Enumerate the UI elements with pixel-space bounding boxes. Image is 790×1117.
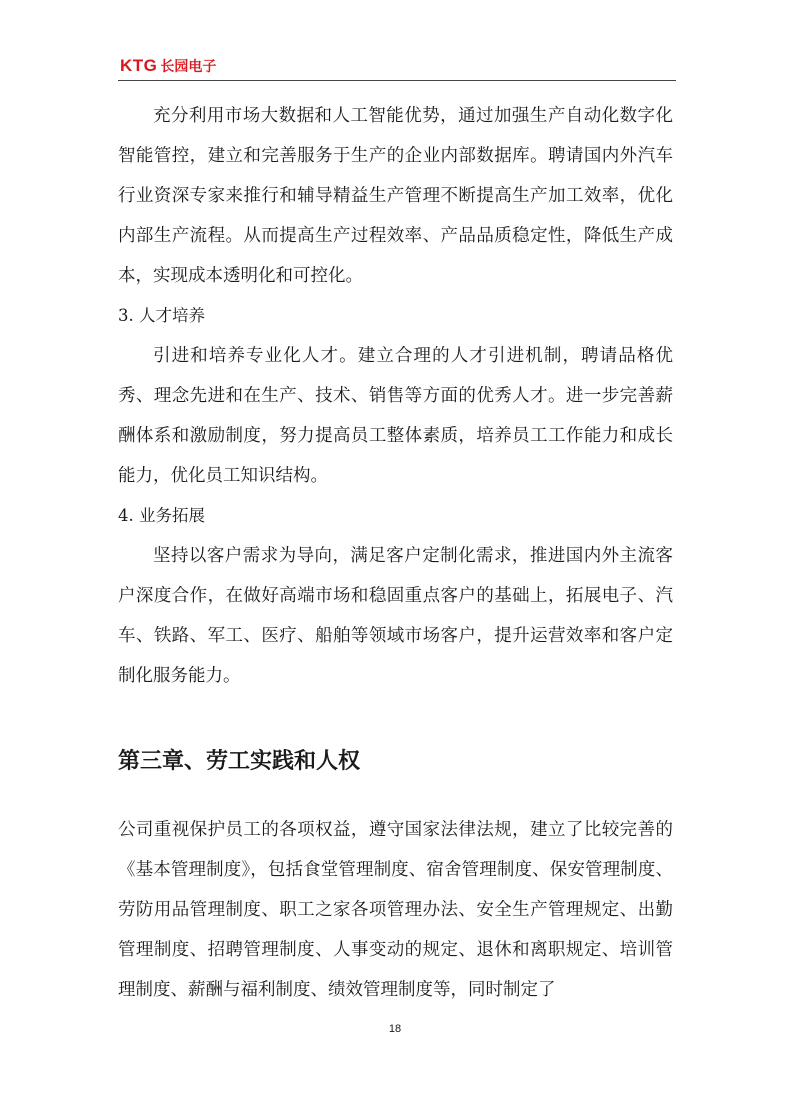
- page-number: 18: [388, 1023, 402, 1035]
- paragraph-talent: 引进和培养专业化人才。建立合理的人才引进机制，聘请品格优秀、理念先进和在生产、技术、销售等方面的优秀人才。进一步完善薪酬体系和激励制度，努力提高员工整体素质，培养员工工作能力和成长能力，优化员工知识结构。: [118, 346, 673, 486]
- logo-chinese: 长园电子: [160, 59, 217, 75]
- section-heading-talent: 3. 人才培养: [118, 306, 205, 325]
- paragraph-labor-rights: 公司重视保护员工的各项权益，遵守国家法律法规，建立了比较完善的《基本管理制度》，包括食堂管理制度、宿舍管理制度、保安管理制度、劳防用品管理制度、职工之家各项管理办法、安全生产管理规定、出勤管理制度、招聘管理制度、人事变动的规定、退休和离职规定、培训管理制度、薪酬与福利制度、绩效管理制度等，同时制定了: [118, 820, 673, 1000]
- logo-latin: KTG: [120, 56, 158, 75]
- page-header: [118, 56, 676, 82]
- section-heading-business: 4. 业务拓展: [118, 506, 205, 525]
- header-divider: [118, 80, 676, 81]
- chapter-title: 第三章、劳工实践和人权: [118, 749, 361, 774]
- company-logo: [120, 56, 216, 76]
- paragraph-business: 坚持以客户需求为导向，满足客户定制化需求，推进国内外主流客户深度合作，在做好高端市场和稳固重点客户的基础上，拓展电子、汽车、铁路、军工、医疗、船舶等领域市场客户，提升运营效率和客户定制化服务能力。: [118, 546, 673, 686]
- paragraph-production: 充分利用市场大数据和人工智能优势，通过加强生产自动化数字化智能管控，建立和完善服务于生产的企业内部数据库。聘请国内外汽车行业资深专家来推行和辅导精益生产管理不断提高生产加工效率，优化内部生产流程。从而提高生产过程效率、产品品质稳定性，降低生产成本，实现成本透明化和可控化。: [118, 106, 673, 286]
- chapter-body: [118, 810, 673, 1010]
- document-body: [118, 96, 673, 696]
